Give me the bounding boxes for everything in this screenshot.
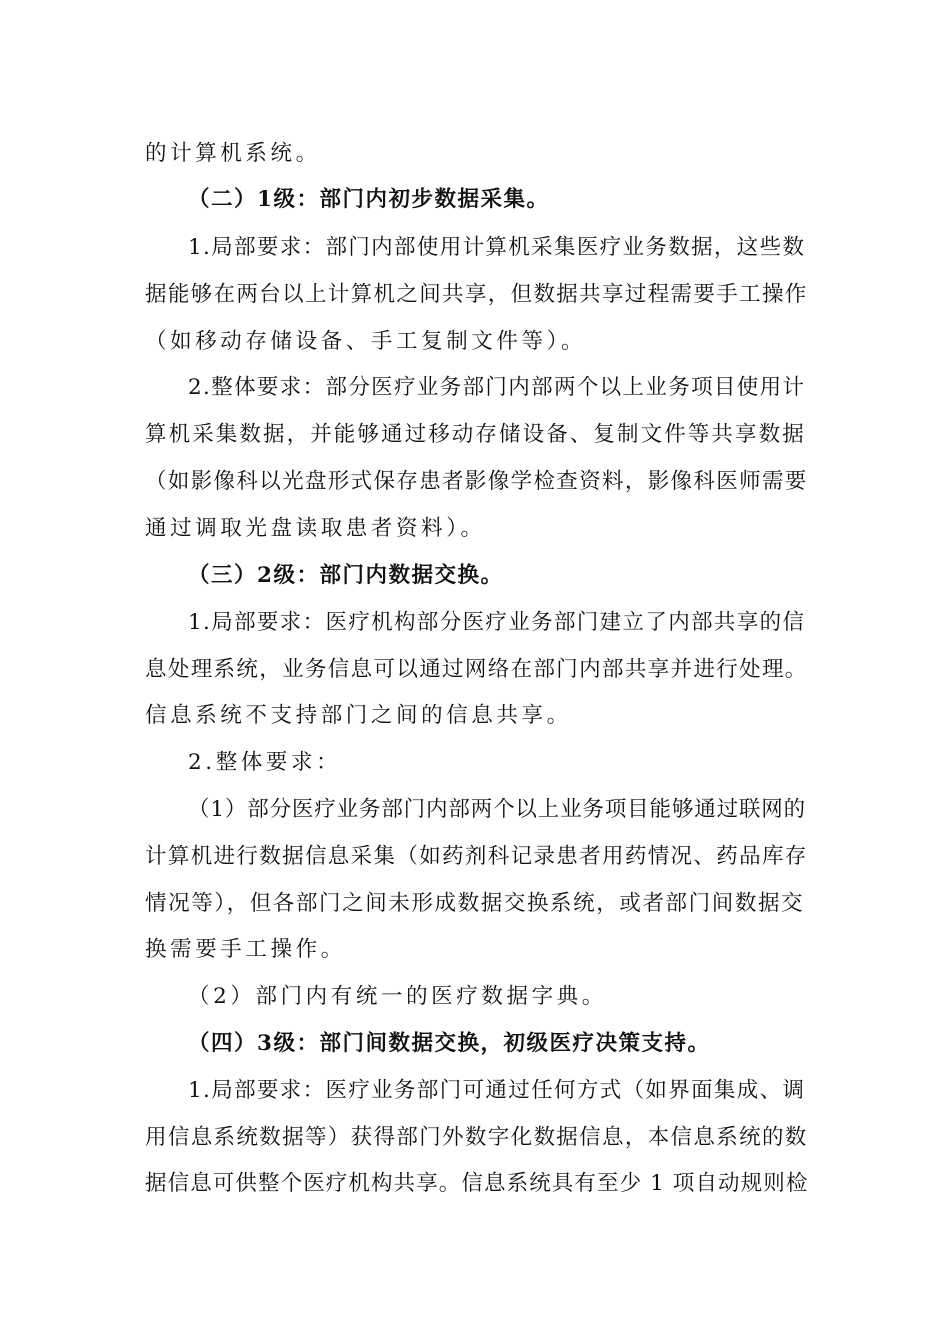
body-line-19: （2）部门内有统一的医疗数据字典。 [188, 984, 607, 1009]
body-line-4: 据能够在两台以上计算机之间共享，但数据共享过程需要手工操作 [145, 282, 808, 307]
body-line-5: （如移动存储设备、手工复制文件等）。 [145, 329, 587, 354]
body-line-8: （如影像科以光盘形式保存患者影像学检查资料，影像科医师需要 [145, 469, 808, 494]
body-line-7: 算机采集数据，并能够通过移动存储设备、复制文件等共享数据 [145, 422, 806, 447]
body-line-23: 据信息可供整个医疗机构共享。信息系统具有至少 1 项自动规则检 [145, 1171, 809, 1196]
body-line-13: 信息系统不支持部门之间的信息共享。 [145, 703, 572, 728]
body-line-12: 息处理系统，业务信息可以通过网络在部门内部共享并进行处理。 [145, 657, 808, 682]
body-line-22: 用信息系统数据等）获得部门外数字化数据信息，本信息系统的数 [145, 1125, 808, 1150]
body-line-6: 2.整体要求：部分医疗业务部门内部两个以上业务项目使用计 [188, 375, 806, 400]
body-line-11: 1.局部要求：医疗机构部分医疗业务部门建立了内部共享的信 [188, 610, 806, 635]
body-line-14: 2.整体要求： [188, 750, 342, 775]
body-line-16: 计算机进行数据信息采集（如药剂科记录患者用药情况、药品库存 [145, 844, 808, 869]
body-line-3: 1.局部要求：部门内部使用计算机采集医疗业务数据，这些数 [188, 235, 806, 260]
body-line-9: 通过调取光盘读取患者资料）。 [145, 516, 486, 541]
body-line-21: 1.局部要求：医疗业务部门可通过任何方式（如界面集成、调 [188, 1078, 806, 1103]
section-heading-level-1: （二）1级：部门内初步数据采集。 [188, 187, 550, 212]
body-line-18: 换需要手工操作。 [145, 937, 346, 962]
section-heading-level-3: （四）3级：部门间数据交换，初级医疗决策支持。 [188, 1031, 711, 1056]
body-line-17: 情况等），但各部门之间未形成数据交换系统，或者部门间数据交 [145, 891, 805, 916]
body-line-15: （1）部分医疗业务部门内部两个以上业务项目能够通过联网的 [188, 797, 806, 822]
body-line-1: 的计算机系统。 [145, 141, 321, 166]
section-heading-level-2: （三）2级：部门内数据交换。 [188, 563, 504, 588]
